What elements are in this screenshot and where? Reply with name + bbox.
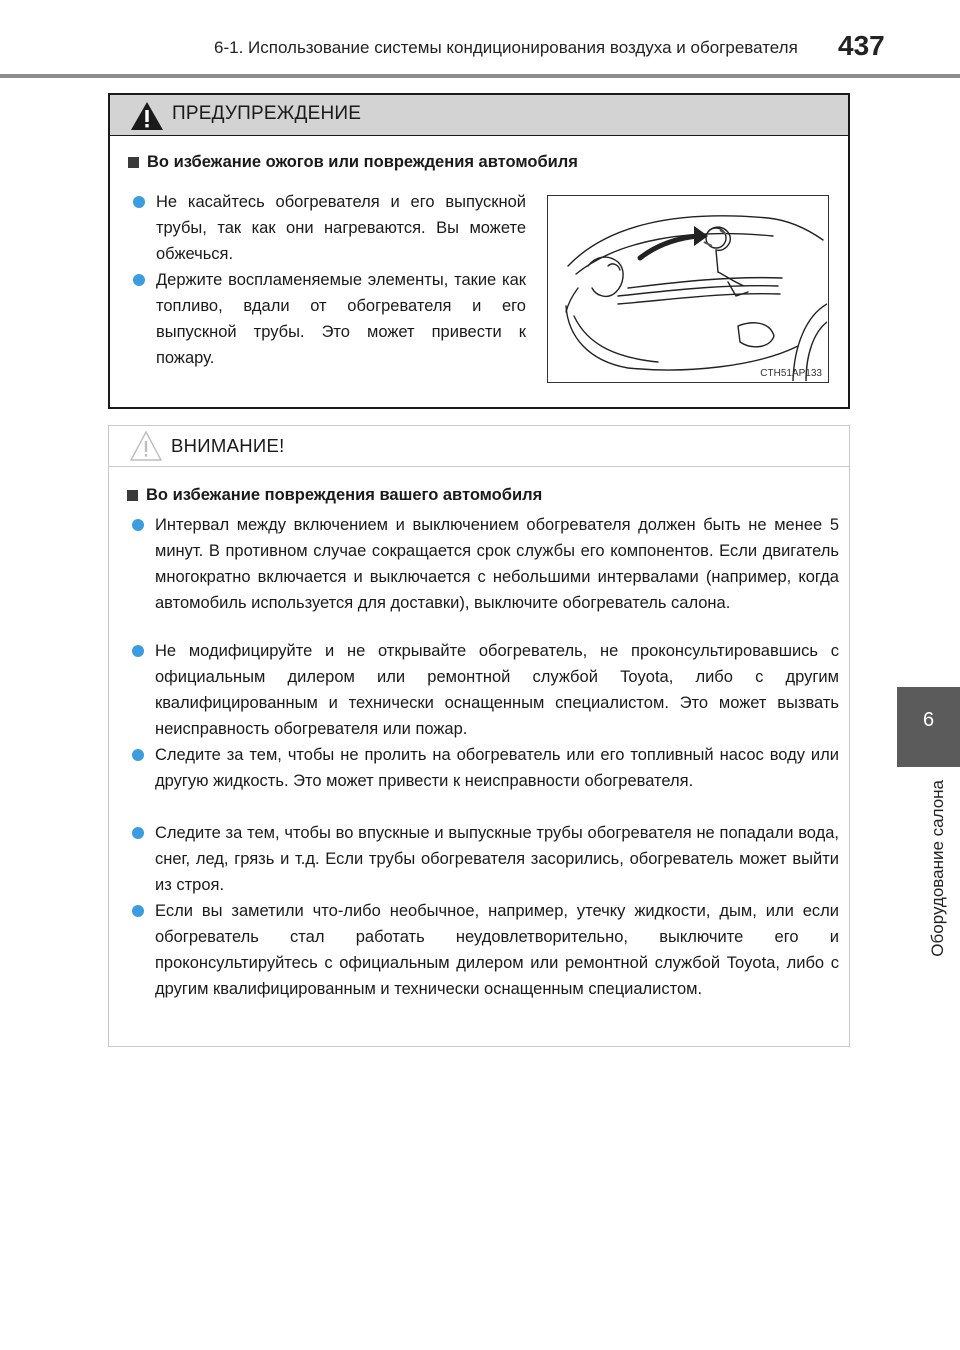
caution-bullet: Если вы заметили что-либо необычное, например, утечку жидкости, дым, или если обогреватель стал работать неудовлетворительно, выключите его и проконсультируйтесь с официальным дилером или ремонтной службой Toyota, либо с другим квалифицированным и технически оснащенным специалистом. xyxy=(155,898,839,1002)
chapter-tab xyxy=(897,687,960,767)
warning-triangle-icon xyxy=(130,101,164,131)
page-number: 437 xyxy=(838,30,885,61)
bullet-dot-icon xyxy=(132,519,144,531)
caution-bullet: Не модифицируйте и не открывайте обогреватель, не проконсультировавшись с официальным дилером или ремонтной службой Toyota, либо с другим квалифицированным и технически оснащенным специалистом. Это может вызвать неисправность обогревателя или пожар. xyxy=(155,638,839,742)
warning-bullet: Держите воспламеняемые элементы, такие как топливо, вдали от обогревателя и его выпускной трубы. Это может привести к пожару. xyxy=(156,267,526,371)
bullet-dot-icon xyxy=(133,196,145,208)
heater-illustration xyxy=(547,195,829,383)
caution-title: ВНИМАНИЕ! xyxy=(171,435,285,456)
chapter-label: Оборудование салона xyxy=(928,780,947,957)
square-bullet-icon xyxy=(128,157,139,168)
caution-triangle-icon xyxy=(129,430,163,462)
warning-box xyxy=(108,93,850,409)
chapter-label-wrap xyxy=(897,780,960,980)
warning-heading xyxy=(128,153,578,172)
caution-bullet: Интервал между включением и выключением обогревателя должен быть не менее 5 минут. В противном случае сокращается срок службы его компонентов. Если двигатель многократно включается и выключается с небольшими интервалами (например, когда автомобиль используется для доставки), выключите обогреватель салона. xyxy=(155,512,839,616)
caution-header xyxy=(109,426,849,467)
bullet-dot-icon xyxy=(132,905,144,917)
header-rule xyxy=(0,74,960,78)
chapter-number: 6 xyxy=(922,709,935,731)
caution-heading-text: Во избежание повреждения вашего автомобиля xyxy=(146,486,543,504)
bullet-dot-icon xyxy=(132,645,144,657)
warning-header xyxy=(110,95,848,136)
bullet-dot-icon xyxy=(132,749,144,761)
caution-bullet: Следите за тем, чтобы не пролить на обогреватель или его топливный насос воду или другую жидкость. Это может привести к неисправности обогревателя. xyxy=(155,742,839,794)
running-header: 6-1. Использование системы кондиционирования воздуха и обогревателя xyxy=(214,38,798,57)
warning-title: ПРЕДУПРЕЖДЕНИЕ xyxy=(172,103,362,124)
car-front-drawing xyxy=(548,196,827,381)
warning-bullet: Не касайтесь обогревателя и его выпускной трубы, так как они нагреваются. Вы можете обжечься. xyxy=(156,189,526,267)
caution-box xyxy=(108,425,850,1047)
figure-code: CTH51AP133 xyxy=(760,368,822,379)
bullet-dot-icon xyxy=(133,274,145,286)
bullet-dot-icon xyxy=(132,827,144,839)
caution-bullet: Следите за тем, чтобы во впускные и выпускные трубы обогревателя не попадали вода, снег, лед, грязь и т.д. Если трубы обогревателя засорились, обогреватель может выйти из строя. xyxy=(155,820,839,898)
caution-heading xyxy=(127,486,542,505)
warning-heading-text: Во избежание ожогов или повреждения автомобиля xyxy=(147,153,578,171)
square-bullet-icon xyxy=(127,490,138,501)
